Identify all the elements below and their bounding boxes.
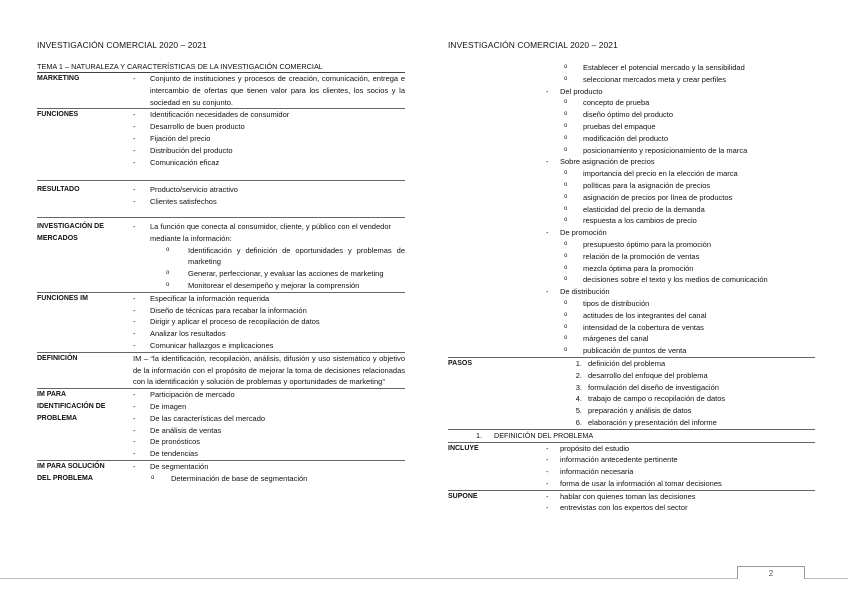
pasos-label: PASOS bbox=[448, 359, 472, 367]
step-item: 4. trabajo de campo o recopilación de datos bbox=[575, 394, 726, 404]
group-producto: - Del producto bbox=[546, 86, 603, 96]
sub-item: o respuesta a los cambios de precio bbox=[564, 216, 697, 226]
supone-label: SUPONE bbox=[448, 492, 478, 500]
sub-item: o publicación de puntos de venta bbox=[448, 345, 815, 358]
im-problema-label: IM PARA bbox=[37, 391, 67, 399]
list-item: - Participación de mercado bbox=[133, 390, 235, 400]
investigacion-row: INVESTIGACIÓN DE MERCADOS - La función que conecta al consumidor, cliente, y público con el vendedor mediante la información: o Identificación y definición de oportunidades y problemas de marketing o Generar, perfeccionar, y evaluar las acciones de marketing o Monitorear el desempeño y mejorar la comprensión bbox=[37, 218, 405, 293]
list-item: - De tendencias bbox=[133, 449, 198, 459]
list-item: - Analizar los resultados bbox=[133, 329, 226, 339]
investigacion-label: INVESTIGACIÓN DE bbox=[37, 222, 104, 230]
sub-item: o modificación del producto bbox=[564, 133, 669, 143]
sub-item: o pruebas del empaque bbox=[564, 121, 656, 131]
footer-divider bbox=[0, 578, 848, 579]
funciones-row bbox=[37, 109, 405, 181]
sub-item: o mezcla óptima para la promoción bbox=[564, 263, 694, 273]
funciones-im-row bbox=[37, 293, 405, 353]
sub-item: o políticas para la asignación de precios bbox=[564, 180, 711, 190]
list-item: - De pronósticos bbox=[133, 437, 201, 447]
step-item: 3. formulación del diseño de investigación bbox=[575, 382, 719, 392]
step-item: 1. definición del problema bbox=[575, 358, 666, 368]
list-item: - Clientes satisfechos bbox=[133, 197, 217, 207]
section-heading: 1. DEFINICIÓN DEL PROBLEMA bbox=[448, 430, 815, 443]
definicion-label: DEFINICIÓN bbox=[37, 354, 78, 362]
sub-item: o importancia del precio en la elección de marca bbox=[564, 169, 738, 179]
page-header-left: INVESTIGACIÓN COMERCIAL 2020 – 2021 bbox=[37, 40, 207, 50]
sub-item: o Monitorear el desempeño y mejorar la comprensión bbox=[166, 280, 360, 290]
funciones-im-label: FUNCIONES IM bbox=[37, 294, 88, 302]
sub-item: o Determinación de base de segmentación bbox=[151, 473, 308, 483]
sub-item: o seleccionar mercados meta y crear perfiles bbox=[564, 74, 726, 84]
list-item: - Distribución del producto bbox=[133, 145, 233, 155]
group-promocion: - De promoción bbox=[546, 228, 607, 238]
sub-item: o presupuesto óptimo para la promoción bbox=[564, 239, 711, 249]
definicion-row bbox=[37, 353, 405, 389]
list-item: - Diseño de técnicas para recabar la información bbox=[133, 305, 307, 315]
sub-item: o diseño óptimo del producto bbox=[564, 110, 674, 120]
marketing-definition: Conjunto de instituciones y procesos de creación, comunicación, entrega e intercambio de ofertas que tienen valor para los clientes, los socios y la sociedad en su conjunto. bbox=[150, 74, 405, 107]
left-column bbox=[37, 61, 405, 485]
sub-item: o relación de la promoción de ventas bbox=[564, 251, 700, 261]
list-item: - De segmentación bbox=[133, 461, 209, 471]
incluye-label: INCLUYE bbox=[448, 444, 479, 452]
list-item: - información antecedente pertinente bbox=[546, 455, 678, 465]
section-title: DEFINICIÓN DEL PROBLEMA bbox=[494, 430, 594, 440]
group-distribucion: - De distribución bbox=[546, 287, 610, 297]
topic-title: TEMA 1 – NATURALEZA Y CARACTERÍSTICAS DE LA INVESTIGACIÓN COMERCIAL bbox=[37, 61, 405, 73]
list-item: - Comunicación eficaz bbox=[133, 157, 220, 167]
list-item: - Producto/servicio atractivo bbox=[133, 185, 238, 195]
page-header-right: INVESTIGACIÓN COMERCIAL 2020 – 2021 bbox=[448, 40, 618, 50]
pasos-row bbox=[448, 358, 815, 430]
list-item: - forma de usar la información al tomar decisiones bbox=[546, 478, 722, 488]
group-precios: - Sobre asignación de precios bbox=[546, 157, 655, 167]
list-item: - Especificar la información requerida bbox=[133, 293, 270, 303]
list-item: - propósito del estudio bbox=[546, 443, 630, 453]
im-solucion-label: IM PARA SOLUCIÓN bbox=[37, 462, 105, 470]
step-item: 6. elaboración y presentación del informe bbox=[575, 417, 717, 427]
list-item: - De las características del mercado bbox=[133, 413, 266, 423]
list-item: - Dirigir y aplicar el proceso de recopilación de datos bbox=[133, 317, 320, 327]
list-item: - De imagen bbox=[133, 401, 187, 411]
sub-item: o intensidad de la cobertura de ventas bbox=[564, 322, 704, 332]
definicion-text: IM – “la identificación, recopilación, análisis, difusión y uso sistemático y objetivo de la información con el propósito de mejorar la toma de decisiones relacionadas con la identificación y solución de problemas y oportunidades de marketing” bbox=[133, 353, 405, 387]
sub-item: o actitudes de los integrantes del canal bbox=[564, 310, 707, 320]
step-item: 5. preparación y análisis de datos bbox=[575, 406, 692, 416]
sub-item: o elasticidad del precio de la demanda bbox=[564, 204, 705, 214]
resultado-row bbox=[37, 181, 405, 218]
im-solucion-row: IM PARA SOLUCIÓN DEL PROBLEMA - De segmentación o Determinación de base de segmentación bbox=[37, 461, 405, 485]
list-item: - entrevistas con los expertos del sector bbox=[546, 503, 688, 513]
step-item: 2. desarrollo del enfoque del problema bbox=[575, 370, 708, 380]
list-item: - Desarrollo de buen producto bbox=[133, 122, 245, 132]
list-item: - Comunicar hallazgos e implicaciones bbox=[133, 340, 274, 350]
right-column bbox=[448, 62, 815, 514]
marketing-label: MARKETING bbox=[37, 75, 80, 82]
list-item: - Identificación necesidades de consumidor bbox=[133, 110, 290, 120]
list-item: - información necesaria bbox=[546, 467, 634, 477]
supone-row bbox=[448, 491, 815, 515]
page-number: 2 bbox=[737, 566, 805, 579]
im-problema-row: IM PARA IDENTIFICACIÓN DE PROBLEMA - Participación de mercado - De imagen - De las características del mercado - De análisis de ventas - De pronósticos - De tendencias bbox=[37, 389, 405, 461]
sub-item: o concepto de prueba bbox=[564, 98, 650, 108]
list-item: - hablar con quienes toman las decisiones bbox=[546, 491, 696, 501]
sub-item: o márgenes del canal bbox=[564, 334, 649, 344]
sub-item: o Generar, perfeccionar, y evaluar las acciones de marketing bbox=[166, 269, 384, 279]
sub-item: o Identificación y definición de oportunidades y problemas de marketing bbox=[166, 245, 405, 267]
list-item: - De análisis de ventas bbox=[133, 425, 222, 435]
investigacion-text: La función que conecta al consumidor, cliente, y público con el vendedor mediante la información: bbox=[150, 221, 391, 243]
sub-item: o tipos de distribución bbox=[564, 298, 650, 308]
sub-item: o asignación de precios por línea de productos bbox=[564, 192, 733, 202]
incluye-row bbox=[448, 443, 815, 491]
investigacion-label-cont: MERCADOS bbox=[37, 234, 78, 242]
marketing-row: MARKETING - Conjunto de instituciones y procesos de creación, comunicación, entrega e intercambio de ofertas que tienen valor para los clientes, los socios y la sociedad en su conjunto. bbox=[37, 73, 405, 109]
sub-item: o decisiones sobre el texto y los medios de comunicación bbox=[564, 275, 768, 285]
funciones-label: FUNCIONES bbox=[37, 111, 79, 119]
resultado-label: RESULTADO bbox=[37, 186, 80, 194]
sub-item: o Establecer el potencial mercado y la sensibilidad bbox=[564, 63, 745, 72]
sub-item: o posicionamiento y reposicionamiento de la marca bbox=[564, 145, 748, 155]
list-item: - Fijación del precio bbox=[133, 133, 211, 143]
